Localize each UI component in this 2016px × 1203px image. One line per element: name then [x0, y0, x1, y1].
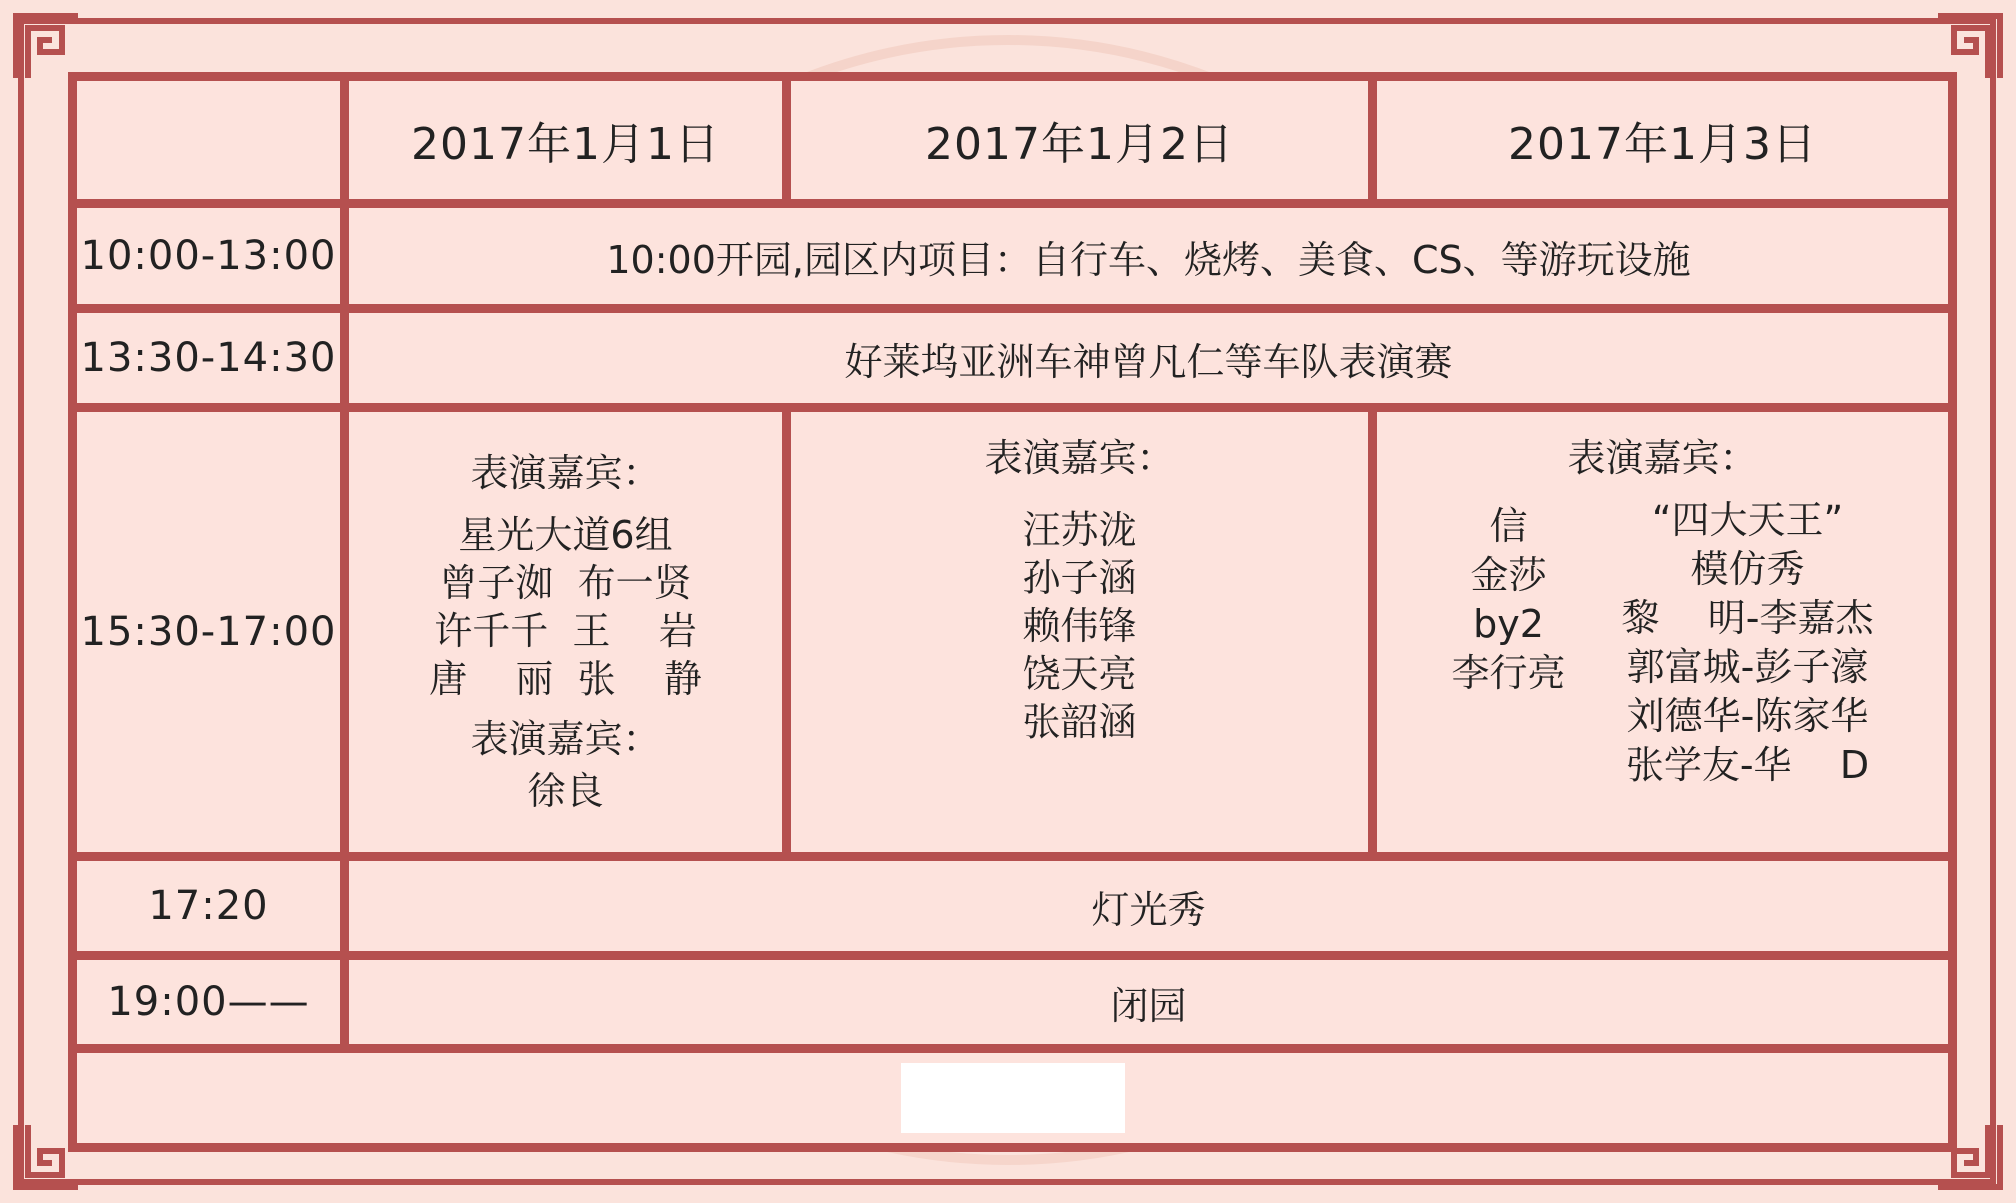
schedule-row [73, 309, 1953, 408]
guest-line: 信 [1489, 504, 1528, 548]
header-day-2: 2017年1月2日 [787, 77, 1373, 204]
guest-line: 金莎 [1470, 553, 1547, 597]
guest-title: 表演嘉宾： [1567, 436, 1758, 480]
guest-line: 徐良 [527, 769, 604, 813]
guest-line: 张韶涵 [1022, 700, 1137, 744]
guest-title: 表演嘉宾： [470, 717, 661, 761]
blank-box [901, 1063, 1125, 1133]
guest-line: 模仿秀 [1690, 547, 1805, 591]
header-row [73, 77, 1953, 204]
guests-day-3 [1373, 408, 1953, 857]
guest-line: 饶天亮 [1022, 652, 1137, 696]
schedule-row [73, 408, 1953, 857]
guest-line: 孙子涵 [1022, 556, 1137, 600]
activity-cell: 灯光秀 [345, 857, 1953, 956]
guest-line: 许千千 王 岩 [434, 609, 697, 653]
footer-row [73, 1049, 1953, 1148]
time-cell: 13:30-14:30 [73, 309, 345, 408]
header-day-3: 2017年1月3日 [1373, 77, 1953, 204]
guest-line: 李行亮 [1451, 651, 1566, 695]
activity-cell: 好莱坞亚洲车神曾凡仁等车队表演赛 [345, 309, 1953, 408]
guest-line: 赖伟锋 [1022, 604, 1137, 648]
time-cell: 17:20 [73, 857, 345, 956]
schedule-row [73, 956, 1953, 1049]
header-day-1: 2017年1月1日 [345, 77, 787, 204]
activity-cell: 闭园 [345, 956, 1953, 1049]
guest-line: by2 [1473, 602, 1544, 646]
schedule-row [73, 857, 1953, 956]
guest-line: 曾子洳 布一贤 [439, 561, 692, 605]
guest-line: 汪苏泷 [1022, 508, 1137, 552]
time-cell: 10:00-13:00 [73, 204, 345, 309]
guest-title: 表演嘉宾： [470, 451, 661, 495]
footer-cell [73, 1049, 1953, 1148]
activity-cell: 10:00开园,园区内项目：自行车、烧烤、美食、CS、等游玩设施 [345, 204, 1953, 309]
guest-line: 唐 丽 张 静 [429, 657, 702, 701]
guest-line: 刘德华-陈家华 [1626, 694, 1869, 738]
schedule-table [68, 72, 1957, 1152]
guest-line: 黎 明-李嘉杰 [1621, 596, 1874, 640]
guest-line: 张学友-华 D [1625, 743, 1870, 787]
schedule-row [73, 204, 1953, 309]
time-cell: 19:00—— [73, 956, 345, 1049]
guests-day-2 [787, 408, 1373, 857]
guest-line: “四大天王” [1651, 498, 1844, 542]
guest-line: 星光大道6组 [458, 513, 673, 557]
header-blank-cell [73, 77, 345, 204]
guest-title: 表演嘉宾： [984, 436, 1175, 480]
guests-day-1 [345, 408, 787, 857]
time-cell: 15:30-17:00 [73, 408, 345, 857]
guest-line: 郭富城-彭子濠 [1626, 645, 1869, 689]
